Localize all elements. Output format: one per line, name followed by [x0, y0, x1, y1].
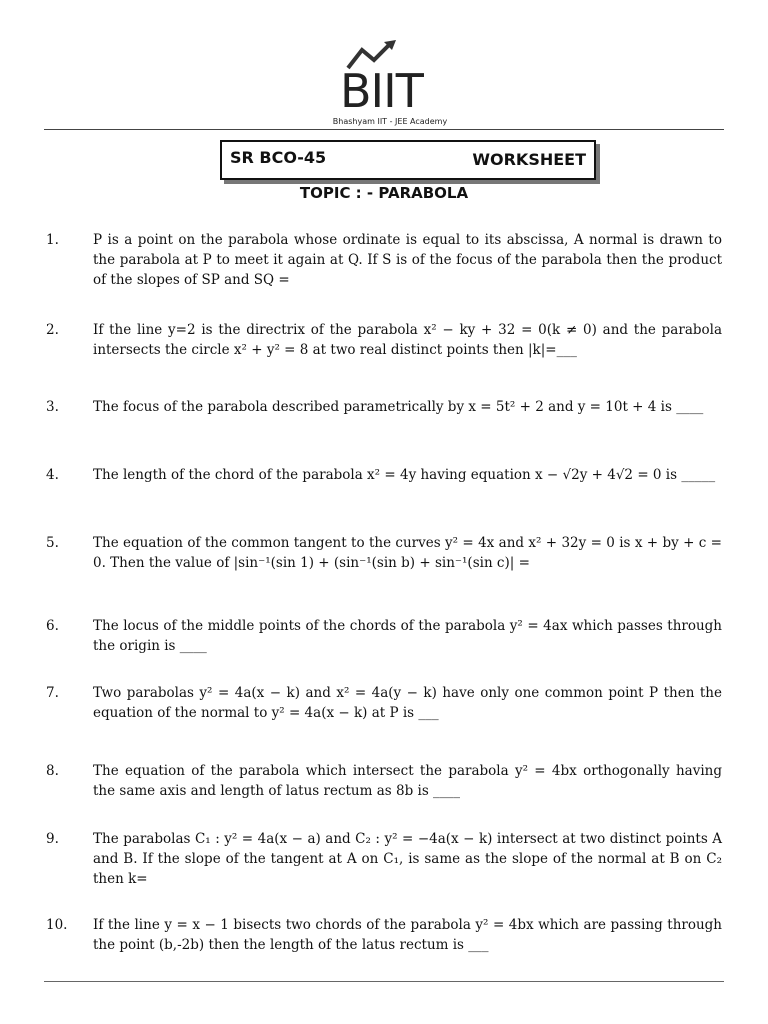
- question-1: [46, 230, 722, 290]
- question-text: Two parabolas y² = 4a(x − k) and x² = 4a(y − k) have only one common point P then the equation of the normal to y² = 4a(x − k) at P is ___: [93, 685, 722, 721]
- question-10: [46, 915, 722, 955]
- question-text: The length of the chord of the parabola x² = 4y having equation x − √2y + 4√2 = 0 is _____: [93, 467, 716, 483]
- question-number: 4.: [46, 467, 59, 483]
- question-number: 6.: [46, 618, 59, 634]
- question-text: If the line y = x − 1 bisects two chords of the parabola y² = 4bx which are passing through the point (b,-2b) then the length of the latus rectum is ___: [93, 917, 722, 953]
- logo-brand: BIIT: [340, 64, 423, 118]
- question-number: 3.: [46, 399, 59, 415]
- question-number: 7.: [46, 685, 59, 701]
- question-text: The locus of the middle points of the chords of the parabola y² = 4ax which passes through the origin is ____: [93, 618, 722, 654]
- question-text: The equation of the parabola which intersect the parabola y² = 4bx orthogonally having the same axis and length of latus rectum as 8b is ____: [93, 763, 722, 799]
- topic-title: TOPIC : - PARABOLA: [299, 184, 469, 202]
- question-6: [46, 616, 722, 656]
- footer-rule: [44, 981, 724, 982]
- question-number: 10.: [46, 917, 68, 933]
- question-number: 2.: [46, 322, 59, 338]
- question-2: [46, 320, 722, 360]
- question-9: [46, 829, 722, 889]
- question-8: [46, 761, 722, 801]
- logo-tagline: Bhashyam IIT - JEE Academy: [332, 117, 448, 126]
- question-number: 5.: [46, 535, 59, 551]
- question-number: 8.: [46, 763, 59, 779]
- question-5: [46, 533, 722, 573]
- question-4: [46, 465, 722, 485]
- question-3: [46, 397, 722, 417]
- worksheet-label: WORKSHEET: [472, 150, 586, 169]
- header-rule: [44, 129, 724, 130]
- question-number: 9.: [46, 831, 59, 847]
- question-text: The focus of the parabola described parametrically by x = 5t² + 2 and y = 10t + 4 is ____: [93, 399, 704, 415]
- question-text: The parabolas C₁ : y² = 4a(x − a) and C₂ : y² = −4a(x − k) intersect at two distinct points A and B. If the slope of the tangent at A on C₁, is same as the slope of the normal at B on C₂ then k=: [93, 831, 722, 887]
- question-number: 1.: [46, 232, 59, 248]
- question-text: P is a point on the parabola whose ordinate is equal to its abscissa, A normal is drawn to the parabola at P to meet it again at Q. If S is of the focus of the parabola then the product of the slopes of SP and SQ =: [93, 232, 722, 288]
- worksheet-code: SR BCO-45: [230, 148, 327, 167]
- question-text: If the line y=2 is the directrix of the parabola x² − ky + 32 = 0(k ≠ 0) and the parabola intersects the circle x² + y² = 8 at two real distinct points then |k|=___: [93, 322, 722, 358]
- question-7: [46, 683, 722, 723]
- worksheet-header-box: [220, 140, 596, 180]
- question-text: The equation of the common tangent to the curves y² = 4x and x² + 32y = 0 is x + by + c = 0. Then the value of |sin⁻¹(sin 1) + (sin⁻¹(sin b) + sin⁻¹(sin c)| =: [93, 535, 722, 571]
